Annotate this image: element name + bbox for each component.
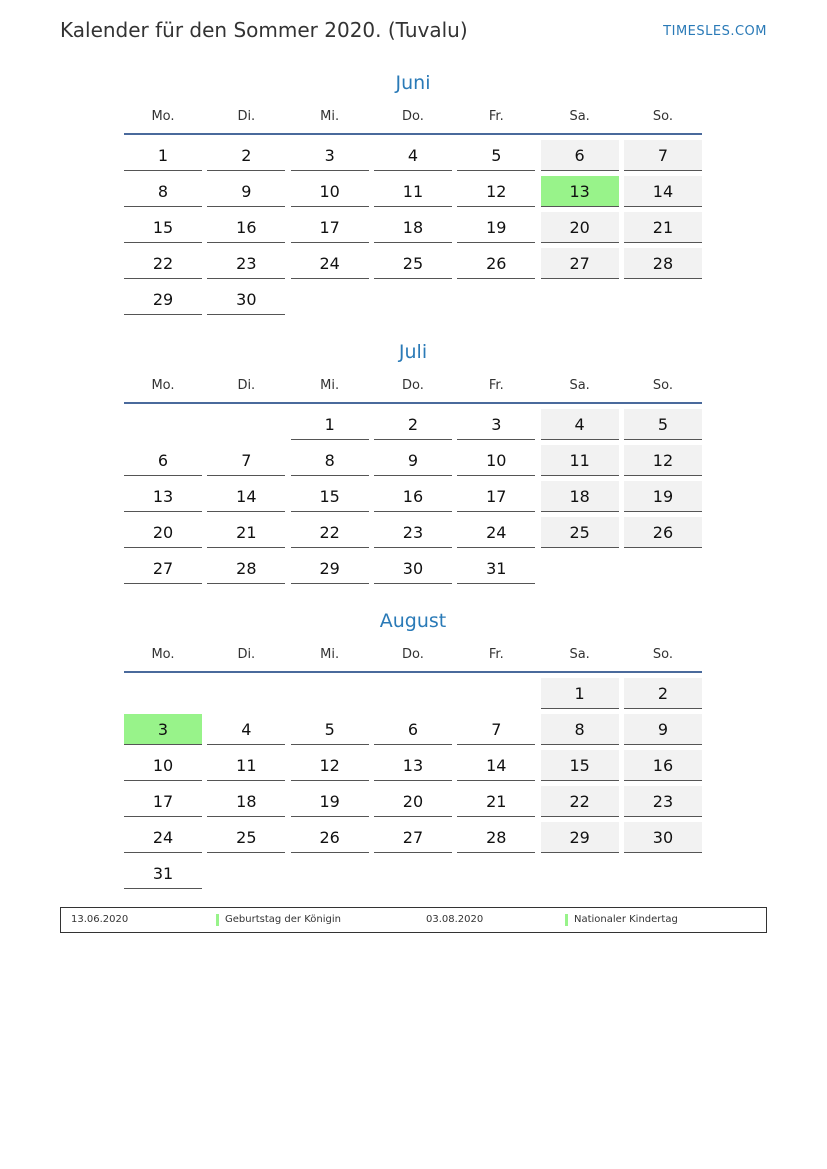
weekday-label: Fr.	[488, 647, 504, 662]
day-cell: 7	[457, 714, 535, 745]
day-cell: 11	[374, 176, 452, 207]
legend-date: 03.08.2020	[426, 914, 484, 925]
day-cell: 13	[541, 176, 619, 207]
day-cell: 30	[374, 553, 452, 584]
day-cell: 2	[374, 409, 452, 440]
weekday-label: Mo.	[151, 647, 175, 662]
weekday-label: Mi.	[320, 378, 340, 393]
month-august	[124, 607, 702, 894]
day-cell: 1	[291, 409, 369, 440]
day-cell: 8	[291, 445, 369, 476]
day-cell: 17	[291, 212, 369, 243]
day-cell-empty	[374, 678, 452, 709]
day-cell: 20	[374, 786, 452, 817]
day-cell: 12	[457, 176, 535, 207]
day-cell: 17	[124, 786, 202, 817]
weekday-label: So.	[652, 109, 674, 124]
day-cell: 27	[124, 553, 202, 584]
day-cell: 9	[624, 714, 702, 745]
day-cell-empty	[291, 678, 369, 709]
day-cell: 10	[291, 176, 369, 207]
weekday-label: Do.	[402, 647, 424, 662]
month-title: Juli	[398, 341, 428, 363]
day-cell: 14	[207, 481, 285, 512]
day-cell: 28	[207, 553, 285, 584]
day-cell: 12	[291, 750, 369, 781]
holiday-legend	[60, 907, 767, 933]
month-title: August	[379, 610, 447, 632]
day-cell: 27	[374, 822, 452, 853]
day-cell: 18	[207, 786, 285, 817]
day-cell: 17	[457, 481, 535, 512]
month-title: Juni	[395, 72, 431, 94]
weekday-label: Mo.	[151, 378, 175, 393]
day-cell: 2	[624, 678, 702, 709]
day-cell: 5	[624, 409, 702, 440]
day-cell: 29	[291, 553, 369, 584]
day-cell: 30	[207, 284, 285, 315]
day-cell: 31	[457, 553, 535, 584]
day-cell: 19	[624, 481, 702, 512]
day-cell: 11	[541, 445, 619, 476]
day-cell: 9	[207, 176, 285, 207]
weekday-label: So.	[652, 378, 674, 393]
day-cell: 24	[124, 822, 202, 853]
day-cell: 29	[124, 284, 202, 315]
day-cell: 10	[124, 750, 202, 781]
day-cell: 7	[624, 140, 702, 171]
day-cell: 12	[624, 445, 702, 476]
day-cell: 16	[207, 212, 285, 243]
day-cell: 28	[624, 248, 702, 279]
month-june	[124, 69, 702, 320]
day-cell: 26	[624, 517, 702, 548]
day-cell: 16	[624, 750, 702, 781]
day-cell: 25	[207, 822, 285, 853]
day-cell: 25	[541, 517, 619, 548]
day-cell: 8	[541, 714, 619, 745]
day-cell: 23	[624, 786, 702, 817]
weekday-label: So.	[652, 647, 674, 662]
day-cell-empty	[124, 409, 202, 440]
day-cell: 7	[207, 445, 285, 476]
weekday-label: Mo.	[151, 109, 175, 124]
day-cell: 1	[541, 678, 619, 709]
day-cell: 28	[457, 822, 535, 853]
day-cell: 15	[291, 481, 369, 512]
weekday-header	[124, 376, 702, 404]
day-cell: 26	[457, 248, 535, 279]
day-cell-empty	[207, 678, 285, 709]
day-cell: 3	[291, 140, 369, 171]
weekday-label: Do.	[402, 378, 424, 393]
day-cell: 14	[624, 176, 702, 207]
day-cell: 8	[124, 176, 202, 207]
weekday-label: Di.	[237, 647, 256, 662]
day-cell: 15	[541, 750, 619, 781]
day-cell: 3	[457, 409, 535, 440]
day-cell: 5	[457, 140, 535, 171]
day-grid	[124, 140, 702, 320]
weekday-label: Sa.	[569, 378, 590, 393]
day-cell-empty	[207, 409, 285, 440]
weekday-label: Mi.	[320, 647, 340, 662]
day-cell: 11	[207, 750, 285, 781]
day-cell: 16	[374, 481, 452, 512]
weekday-label: Mi.	[320, 109, 340, 124]
day-cell: 10	[457, 445, 535, 476]
day-cell: 21	[624, 212, 702, 243]
weekday-label: Di.	[237, 109, 256, 124]
day-cell: 9	[374, 445, 452, 476]
site-link[interactable]: TIMESLES.COM	[663, 24, 767, 39]
day-cell: 27	[541, 248, 619, 279]
day-cell: 19	[291, 786, 369, 817]
day-cell: 18	[374, 212, 452, 243]
day-cell: 15	[124, 212, 202, 243]
legend-date: 13.06.2020	[71, 914, 129, 925]
day-cell: 22	[541, 786, 619, 817]
legend-holiday-name: Geburtstag der Königin	[216, 914, 341, 926]
month-july	[124, 338, 702, 589]
day-cell: 18	[541, 481, 619, 512]
weekday-label: Fr.	[488, 109, 504, 124]
weekday-label: Fr.	[488, 378, 504, 393]
day-cell: 22	[124, 248, 202, 279]
day-cell: 30	[624, 822, 702, 853]
day-cell: 23	[207, 248, 285, 279]
day-cell: 4	[541, 409, 619, 440]
day-cell: 4	[207, 714, 285, 745]
day-cell: 21	[207, 517, 285, 548]
weekday-header	[124, 107, 702, 135]
page-title: Kalender für den Sommer 2020. (Tuvalu)	[60, 18, 468, 42]
day-cell: 29	[541, 822, 619, 853]
day-cell: 1	[124, 140, 202, 171]
day-cell: 25	[374, 248, 452, 279]
day-cell: 21	[457, 786, 535, 817]
day-cell: 13	[124, 481, 202, 512]
day-cell: 26	[291, 822, 369, 853]
day-cell: 24	[291, 248, 369, 279]
day-cell: 20	[124, 517, 202, 548]
legend-holiday-name: Nationaler Kindertag	[565, 914, 678, 926]
day-cell: 5	[291, 714, 369, 745]
day-cell: 6	[541, 140, 619, 171]
day-cell: 24	[457, 517, 535, 548]
weekday-label: Di.	[237, 378, 256, 393]
weekday-label: Do.	[402, 109, 424, 124]
day-grid	[124, 678, 702, 894]
day-cell: 22	[291, 517, 369, 548]
day-cell: 14	[457, 750, 535, 781]
day-cell: 19	[457, 212, 535, 243]
day-cell: 6	[374, 714, 452, 745]
day-cell-empty	[457, 678, 535, 709]
weekday-label: Sa.	[569, 647, 590, 662]
weekday-label: Sa.	[569, 109, 590, 124]
day-grid	[124, 409, 702, 589]
day-cell: 23	[374, 517, 452, 548]
day-cell: 13	[374, 750, 452, 781]
day-cell: 20	[541, 212, 619, 243]
day-cell-empty	[124, 678, 202, 709]
day-cell: 4	[374, 140, 452, 171]
weekday-header	[124, 645, 702, 673]
day-cell: 31	[124, 858, 202, 889]
day-cell: 2	[207, 140, 285, 171]
day-cell: 6	[124, 445, 202, 476]
day-cell: 3	[124, 714, 202, 745]
